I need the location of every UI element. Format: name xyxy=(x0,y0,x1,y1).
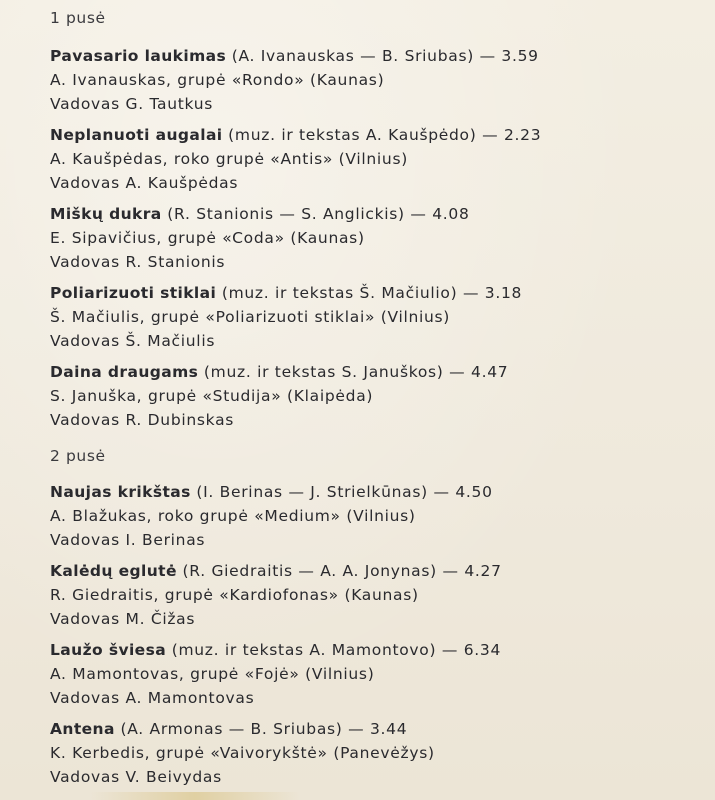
side-1-label: 1 pusė xyxy=(50,9,106,27)
track-leader: Vadovas A. Kaušpėdas xyxy=(50,174,239,192)
track-entry xyxy=(50,717,690,789)
track-heading xyxy=(50,202,690,226)
side-2-label: 2 pusė xyxy=(50,447,106,465)
track-performer: A. Ivanauskas, grupė «Rondo» (Kaunas) xyxy=(50,71,385,89)
track-performer: S. Januška, grupė «Studija» (Klaipėda) xyxy=(50,387,374,405)
track-heading xyxy=(50,559,690,583)
track-leader: Vadovas Š. Mačiulis xyxy=(50,332,216,350)
track-performer: A. Kaušpėdas, roko grupė «Antis» (Vilnius) xyxy=(50,150,408,168)
track-leader: Vadovas R. Stanionis xyxy=(50,253,226,271)
track-entry xyxy=(50,638,690,710)
track-entry xyxy=(50,281,690,353)
track-entry xyxy=(50,480,690,552)
track-heading xyxy=(50,44,690,68)
track-performer: A. Blažukas, roko grupė «Medium» (Vilnius) xyxy=(50,507,416,525)
track-heading xyxy=(50,717,690,741)
track-leader: Vadovas R. Dubinskas xyxy=(50,411,235,429)
track-credit: (A. Ivanauskas — B. Sriubas) — 3.59 xyxy=(226,47,539,65)
track-heading xyxy=(50,360,690,384)
track-heading xyxy=(50,123,690,147)
track-credit: (muz. ir tekstas Š. Mačiulio) — 3.18 xyxy=(216,284,523,302)
tracklist xyxy=(50,6,690,796)
track-leader: Vadovas V. Beivydas xyxy=(50,768,222,786)
track-leader: Vadovas M. Čižas xyxy=(50,610,196,628)
track-entry xyxy=(50,44,690,116)
track-title: Pavasario laukimas xyxy=(50,47,227,65)
track-credit: (muz. ir tekstas S. Januškos) — 4.47 xyxy=(198,363,509,381)
track-credit: (muz. ir tekstas A. Kaušpėdo) — 2.23 xyxy=(222,126,542,144)
track-title: Naujas krikštas xyxy=(50,483,191,501)
track-entry xyxy=(50,202,690,274)
track-title: Laužo šviesa xyxy=(50,641,167,659)
track-title: Kalėdų eglutė xyxy=(50,562,177,580)
track-performer: R. Giedraitis, grupė «Kardiofonas» (Kaunas) xyxy=(50,586,419,604)
track-heading xyxy=(50,480,690,504)
track-heading xyxy=(50,281,690,305)
track-title: Antena xyxy=(50,720,115,738)
track-performer: A. Mamontovas, grupė «Fojė» (Vilnius) xyxy=(50,665,375,683)
track-title: Miškų dukra xyxy=(50,205,162,223)
track-entry xyxy=(50,559,690,631)
track-performer: E. Sipavičius, grupė «Coda» (Kaunas) xyxy=(50,229,365,247)
track-title: Daina draugams xyxy=(50,363,199,381)
track-credit: (R. Stanionis — S. Anglickis) — 4.08 xyxy=(161,205,470,223)
track-title: Neplanuoti augalai xyxy=(50,126,223,144)
track-credit: (R. Giedraitis — A. A. Jonynas) — 4.27 xyxy=(176,562,502,580)
track-entry xyxy=(50,360,690,432)
track-title: Poliarizuoti stiklai xyxy=(50,284,217,302)
track-leader: Vadovas G. Tautkus xyxy=(50,95,214,113)
track-credit: (muz. ir tekstas A. Mamontovo) — 6.34 xyxy=(166,641,502,659)
track-performer: K. Kerbedis, grupė «Vaivorykštė» (Panevėžys) xyxy=(50,744,435,762)
paper-stain xyxy=(90,792,300,800)
track-credit: (I. Berinas — J. Strielkūnas) — 4.50 xyxy=(190,483,493,501)
track-leader: Vadovas I. Berinas xyxy=(50,531,206,549)
track-leader: Vadovas A. Mamontovas xyxy=(50,689,255,707)
track-heading xyxy=(50,638,690,662)
track-entry xyxy=(50,123,690,195)
track-performer: Š. Mačiulis, grupė «Poliarizuoti stiklai» (Vilnius) xyxy=(50,308,451,326)
track-credit: (A. Armonas — B. Sriubas) — 3.44 xyxy=(114,720,408,738)
